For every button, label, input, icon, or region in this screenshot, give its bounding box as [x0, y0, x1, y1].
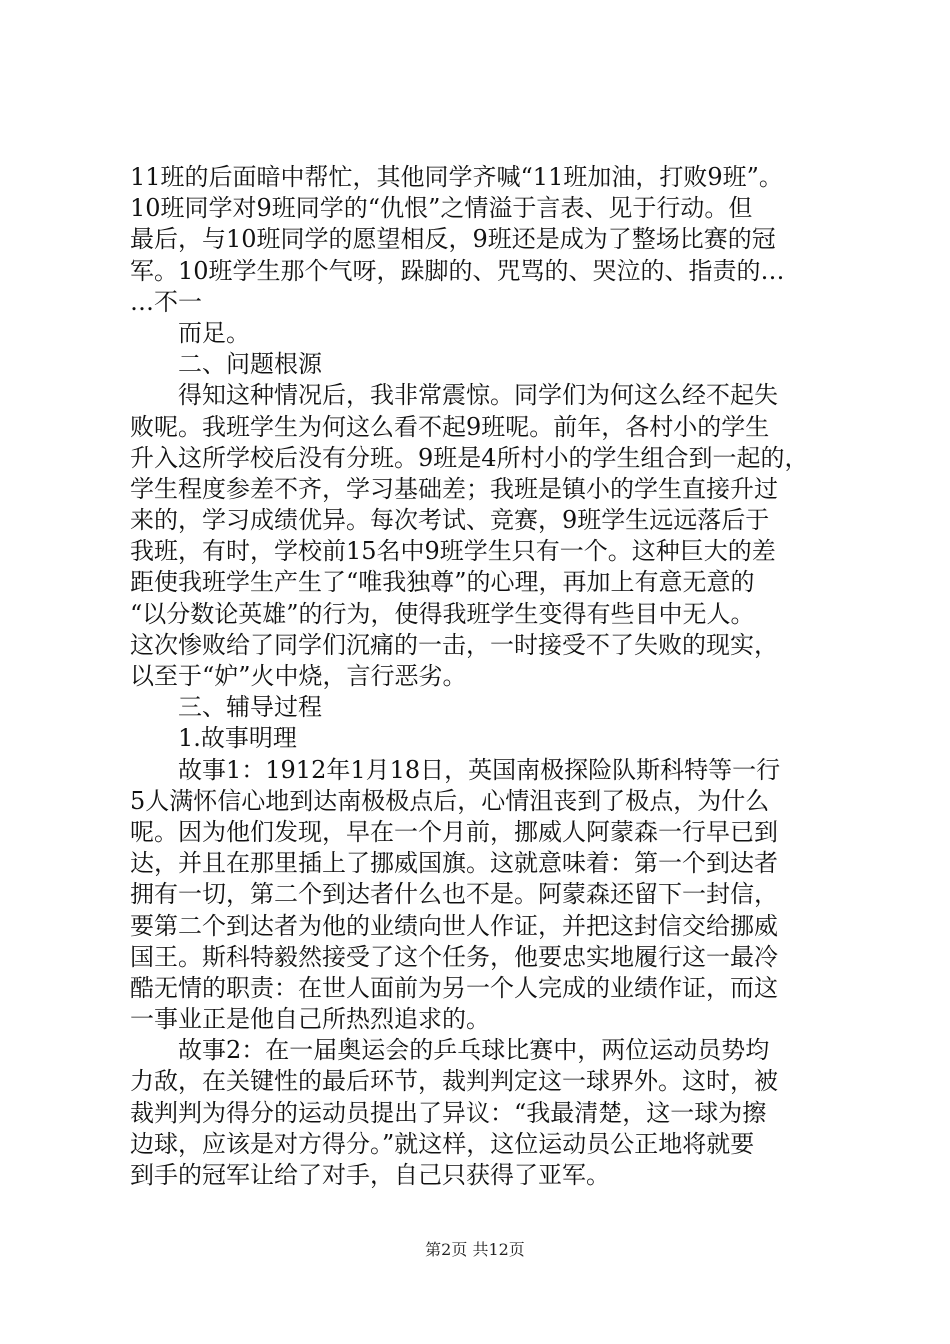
text-line: 呢。因为他们发现，早在一个月前，挪威人阿蒙森一行早已到	[130, 817, 778, 846]
page-footer: 第2页 共12页	[425, 1240, 525, 1259]
text-line: 达，并且在那里插上了挪威国旗。这就意味着：第一个到达者	[130, 849, 778, 878]
text-line: …不一	[130, 287, 202, 316]
text-line: 故事1：1912年1月18日，英国南极探险队斯科特等一行	[178, 755, 781, 784]
text-line: 距使我班学生产生了“唯我独尊”的心理，再加上有意无意的	[130, 568, 755, 597]
text-line: 要第二个到达者为他的业绩向世人作证，并把这封信交给挪威	[130, 911, 778, 940]
text-line: 国王。斯科特毅然接受了这个任务，他要忠实地履行这一最冷	[130, 942, 778, 971]
text-line: 11班的后面暗中帮忙，其他同学齐喊“11班加油，打败9班”。	[130, 163, 783, 191]
text-line: 拥有一切，第二个到达者什么也不是。阿蒙森还留下一封信，	[130, 880, 778, 909]
text-line: 以至于“妒”火中烧，言行恶劣。	[130, 662, 467, 690]
text-line: 1.故事明理	[178, 724, 297, 753]
text-line: 酷无情的职责：在世人面前为另一个人完成的业绩作证，而这	[130, 973, 778, 1002]
text-line: 学生程度参差不齐，学习基础差；我班是镇小的学生直接升过	[130, 474, 778, 503]
text-line: 力敌，在关键性的最后环节，裁判判定这一球界外。这时，被	[130, 1067, 778, 1096]
text-line: 三、辅导过程	[178, 693, 322, 722]
text-line: 10班同学对9班同学的“仇恨”之情溢于言表、见于行动。但	[130, 194, 753, 223]
text-line: 故事2：在一届奥运会的乒乓球比赛中，两位运动员势均	[178, 1036, 770, 1065]
text-line: 一事业正是他自己所热烈追求的。	[130, 1005, 490, 1034]
text-line: 而足。	[178, 318, 250, 347]
text-line: 最后，与10班同学的愿望相反，9班还是成为了整场比赛的冠	[130, 225, 776, 254]
text-line: 我班，有时，学校前15名中9班学生只有一个。这种巨大的差	[130, 537, 776, 566]
text-line: 二、问题根源	[178, 350, 322, 379]
text-line: 升入这所学校后没有分班。9班是4所村小的学生组合到一起的，	[130, 443, 809, 472]
text-line: 5人满怀信心地到达南极极点后，心情沮丧到了极点，为什么	[130, 786, 770, 815]
text-line: 败呢。我班学生为何这么看不起9班呢。前年，各村小的学生	[130, 412, 770, 441]
text-line: 军。10班学生那个气呀，跺脚的、咒骂的、哭泣的、指责的…	[130, 256, 785, 285]
text-line: 到手的冠军让给了对手，自己只获得了亚军。	[130, 1161, 610, 1189]
text-line: 边球，应该是对方得分。”就这样，这位运动员公正地将就要	[130, 1129, 755, 1158]
text-line: 来的，学习成绩优异。每次考试、竞赛，9班学生远远落后于	[130, 506, 770, 535]
text-line: 这次惨败给了同学们沉痛的一击，一时接受不了失败的现实，	[130, 630, 778, 659]
text-line: “以分数论英雄”的行为，使得我班学生变得有些目中无人。	[130, 599, 755, 628]
text-line: 裁判判为得分的运动员提出了异议：“我最清楚，这一球为擦	[130, 1098, 767, 1127]
text-line: 得知这种情况后，我非常震惊。同学们为何这么经不起失	[178, 381, 778, 410]
document-body	[130, 162, 830, 1191]
